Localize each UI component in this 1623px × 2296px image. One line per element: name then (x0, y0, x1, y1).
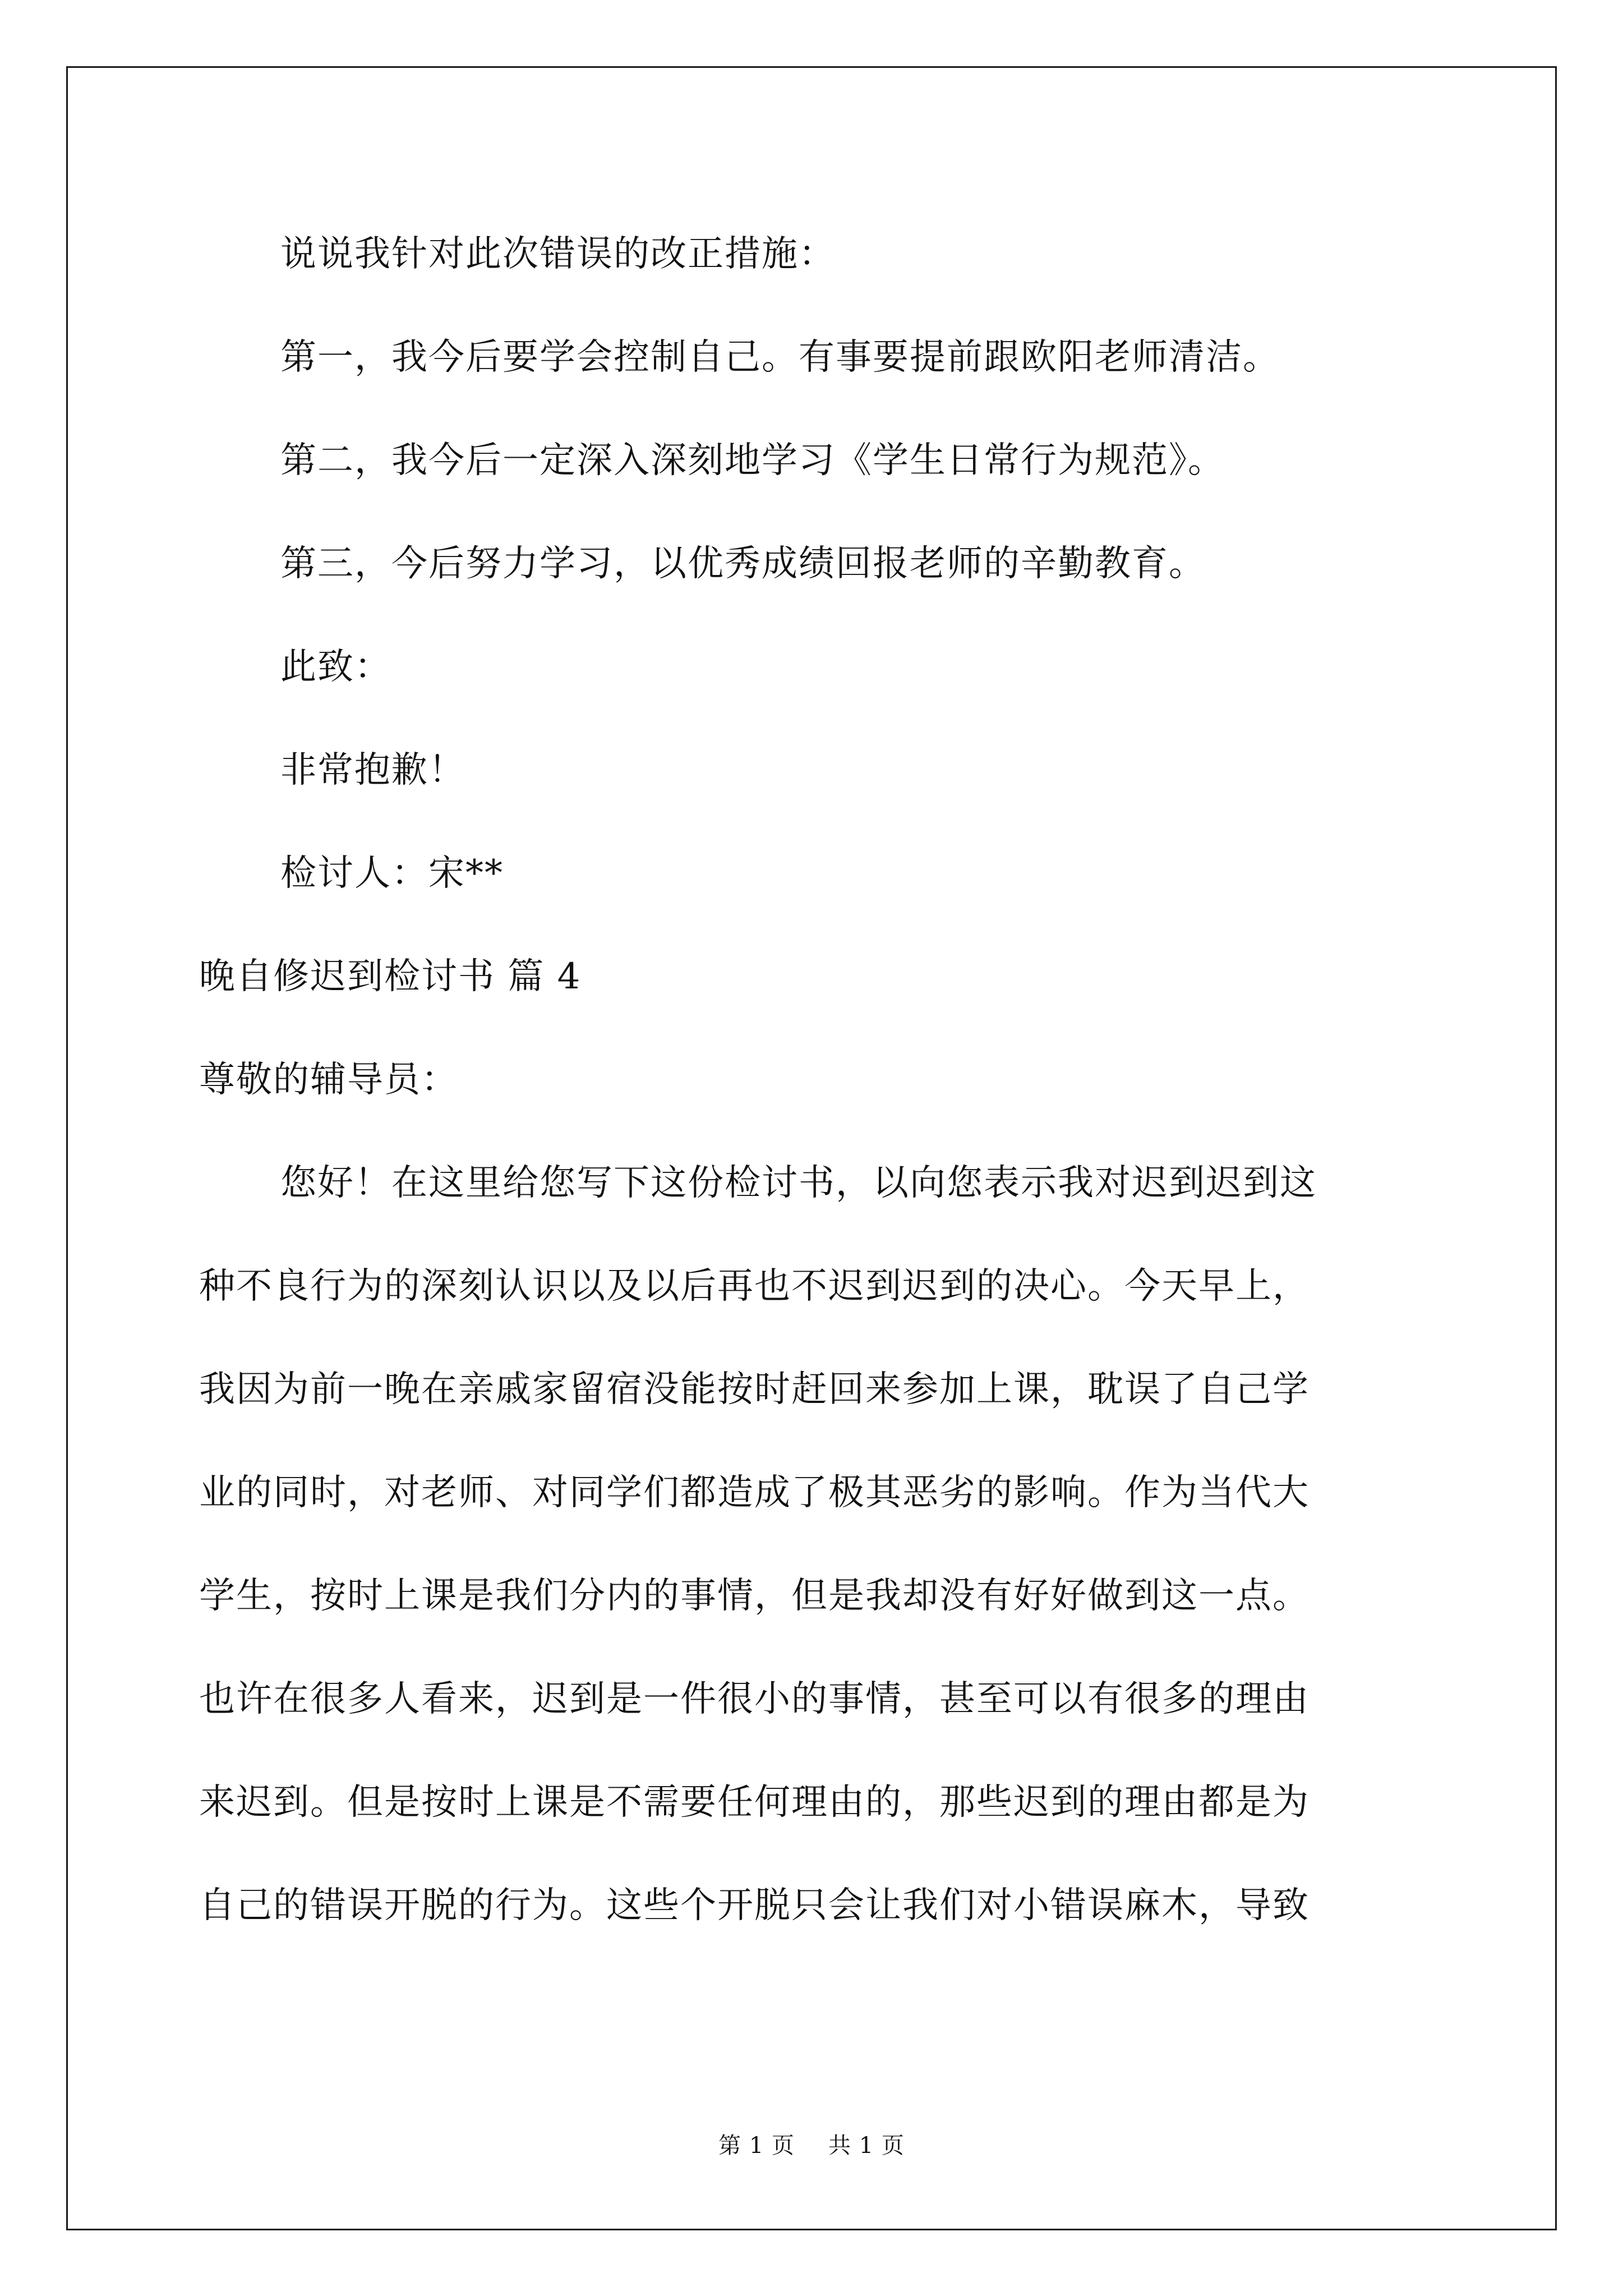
paragraph-intro: 说说我针对此次错误的改正措施： (280, 233, 836, 275)
paragraph-closing: 此致： (280, 646, 391, 688)
letter-line: 我因为前一晚在亲戚家留宿没能按时赶回来参加上课，耽误了自己学 (199, 1369, 1310, 1410)
paragraph-measure-3: 第三，今后努力学习，以优秀成绩回报老师的辛勤教育。 (280, 543, 1206, 585)
letter-line: 种不良行为的深刻认识以及以后再也不迟到迟到的决心。今天早上， (199, 1266, 1310, 1307)
paragraph-measure-1: 第一，我今后要学会控制自己。有事要提前跟欧阳老师清洁。 (280, 337, 1280, 378)
letter-line: 业的同时，对老师、对同学们都造成了极其恶劣的影响。作为当代大 (199, 1472, 1310, 1513)
letter-line: 来迟到。但是按时上课是不需要任何理由的，那些迟到的理由都是为 (199, 1782, 1310, 1823)
page-footer (0, 2129, 1623, 2162)
paragraph-signature: 检讨人：宋** (280, 853, 504, 894)
salutation: 尊敬的辅导员： (199, 1059, 458, 1101)
paragraph-apology: 非常抱歉！ (280, 749, 465, 791)
letter-line: 您好！在这里给您写下这份检讨书，以向您表示我对迟到迟到这 (280, 1162, 1317, 1204)
letter-line: 自己的错误开脱的行为。这些个开脱只会让我们对小错误麻木，导致 (199, 1885, 1310, 1926)
section-title: 晚自修迟到检讨书 篇 4 (199, 956, 582, 997)
page-number: 第 1 页 (718, 2133, 795, 2159)
paragraph-measure-2: 第二，我今后一定深入深刻地学习《学生日常行为规范》。 (280, 440, 1225, 481)
page-total: 共 1 页 (828, 2133, 905, 2159)
letter-line: 也许在很多人看来，迟到是一件很小的事情，甚至可以有很多的理由 (199, 1678, 1310, 1720)
letter-line: 学生，按时上课是我们分内的事情，但是我却没有好好做到这一点。 (199, 1575, 1310, 1617)
